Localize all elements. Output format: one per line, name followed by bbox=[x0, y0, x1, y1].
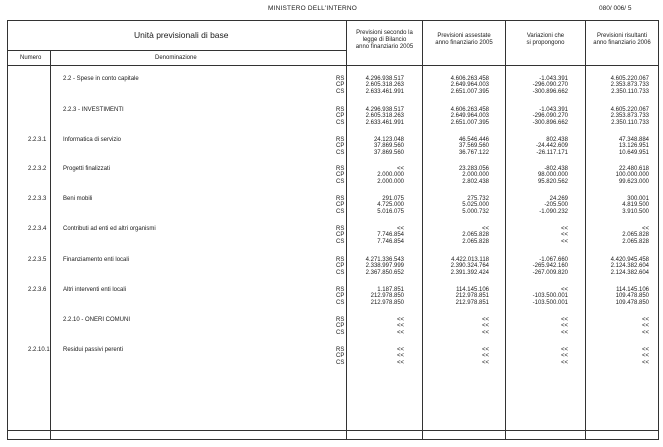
amount-cell: 24.123.048 bbox=[373, 137, 404, 143]
amount-cell: << bbox=[481, 329, 489, 336]
row-name: Contributi ad enti ed altri organismi bbox=[63, 226, 156, 232]
amount-cell: 4.606.263.458 bbox=[450, 107, 489, 113]
row-name: Beni mobili bbox=[63, 196, 93, 202]
row-type-label: CS bbox=[336, 178, 345, 185]
amount-cell: 46.546.446 bbox=[458, 137, 489, 143]
budget-table bbox=[7, 20, 659, 440]
amount-cell: 13.126.951 bbox=[618, 143, 649, 150]
amount-cell: << bbox=[481, 347, 489, 353]
amount-cell: << bbox=[560, 317, 568, 323]
row-number: 2.2.3.3 bbox=[28, 196, 47, 202]
amount-cell: 2.065.828 bbox=[462, 232, 489, 239]
row-type-label: CS bbox=[336, 329, 345, 336]
amount-cell: 4.296.938.517 bbox=[365, 107, 404, 113]
row-type-label: RS bbox=[336, 287, 345, 293]
amount-cell: -1.090.232 bbox=[539, 208, 568, 215]
amount-cell: 114.145.106 bbox=[616, 287, 649, 293]
amount-cell: 2.649.964.003 bbox=[450, 113, 489, 120]
amount-cell: -300.896.662 bbox=[532, 119, 568, 126]
row-name: Residui passivi perenti bbox=[63, 347, 124, 353]
amount-cell: 109.478.850 bbox=[615, 293, 649, 300]
col2-header: Previsioni assestate anno finanziario 2005 bbox=[435, 33, 493, 46]
amount-cell: 23.283.056 bbox=[458, 166, 489, 172]
row-type-label: RS bbox=[336, 137, 345, 143]
row-number: 2.2.10.1 bbox=[28, 347, 50, 353]
row-type-label: RS bbox=[336, 347, 345, 353]
amount-cell: 2.353.873.733 bbox=[610, 82, 649, 89]
amount-cell: 2.605.318.263 bbox=[365, 82, 404, 89]
amount-cell: 98.000.000 bbox=[537, 172, 568, 179]
amount-cell: << bbox=[481, 359, 489, 366]
row-name: 2.2.10 - ONERI COMUNI bbox=[63, 317, 131, 323]
amount-cell: 5.016.075 bbox=[377, 208, 404, 215]
amount-cell: 4.422.013.118 bbox=[451, 257, 489, 263]
amount-cell: 99.623.000 bbox=[618, 178, 649, 185]
row-type-label: CP bbox=[336, 263, 345, 270]
amount-cell: 95.820.562 bbox=[537, 178, 568, 185]
amount-cell: 2.390.324.764 bbox=[450, 263, 489, 270]
amount-cell: 1.187.851 bbox=[377, 287, 404, 293]
row-number: 2.2.3.2 bbox=[28, 166, 47, 172]
amount-cell: 37.869.560 bbox=[373, 149, 404, 156]
amount-cell: 4.271.336.543 bbox=[365, 257, 404, 263]
row-type-label: RS bbox=[336, 257, 345, 263]
row-name: 2.2 - Spese in conto capitale bbox=[63, 76, 139, 82]
row-name: Progetti finalizzati bbox=[63, 166, 111, 172]
row-type-label: CP bbox=[336, 113, 345, 120]
row-type-label: CS bbox=[336, 119, 345, 126]
row-type-label: CP bbox=[336, 82, 345, 89]
amount-cell: 36.767.122 bbox=[458, 149, 489, 156]
amount-cell: 2.353.873.733 bbox=[610, 113, 649, 120]
amount-cell: 114.145.106 bbox=[456, 287, 489, 293]
row-name: 2.2.3 - INVESTIMENTI bbox=[63, 107, 124, 113]
amount-cell: << bbox=[641, 317, 649, 323]
row-type-label: CS bbox=[336, 149, 345, 156]
amount-cell: 37.569.560 bbox=[458, 143, 489, 150]
col-numero-header: Numero bbox=[20, 55, 42, 61]
amount-cell: 109.478.850 bbox=[615, 299, 649, 306]
amount-cell: 4.819.500 bbox=[622, 202, 649, 209]
amount-cell: 10.649.951 bbox=[618, 149, 649, 156]
amount-cell: 3.910.500 bbox=[622, 208, 649, 215]
col-denominazione-header: Denominazione bbox=[155, 55, 197, 61]
row-type-label: CP bbox=[336, 143, 345, 150]
amount-cell: << bbox=[560, 323, 568, 330]
amount-cell: << bbox=[481, 323, 489, 330]
amount-cell: 47.348.884 bbox=[618, 137, 649, 143]
amount-cell: 2.350.110.733 bbox=[611, 88, 649, 95]
row-name: Finanziamento enti locali bbox=[63, 257, 130, 263]
amount-cell: -802.438 bbox=[544, 166, 568, 172]
amount-cell: << bbox=[641, 359, 649, 366]
amount-cell: 2.065.828 bbox=[622, 238, 649, 245]
amount-cell: -26.117.171 bbox=[536, 149, 568, 156]
amount-cell: 2.338.997.999 bbox=[365, 263, 404, 270]
amount-cell: 2.065.828 bbox=[462, 238, 489, 245]
row-type-label: CP bbox=[336, 202, 345, 209]
page-number: 080/ 006/ 5 bbox=[599, 5, 632, 12]
amount-cell: 2.065.828 bbox=[622, 232, 649, 239]
group-title: Unità previsionali di base bbox=[134, 30, 229, 40]
amount-cell: << bbox=[641, 323, 649, 330]
amount-cell: << bbox=[560, 226, 568, 232]
row-type-label: CP bbox=[336, 172, 345, 179]
row-name: Informatica di servizio bbox=[63, 137, 122, 143]
header-rule-lower bbox=[8, 65, 658, 66]
amount-cell: << bbox=[560, 287, 568, 293]
amount-cell: << bbox=[560, 347, 568, 353]
row-number: 2.2.3.5 bbox=[28, 257, 47, 263]
row-number: 2.2.3.1 bbox=[28, 137, 47, 143]
amount-cell: << bbox=[560, 353, 568, 360]
amount-cell: << bbox=[481, 317, 489, 323]
col1-header: Previsioni secondo la legge di Bilancio anno finanziario 2005 bbox=[355, 30, 414, 50]
amount-cell: 4.296.938.517 bbox=[365, 76, 404, 82]
amount-cell: << bbox=[481, 226, 489, 232]
amount-cell: 2.633.461.991 bbox=[365, 88, 404, 95]
col4-header: Previsioni risultanti anno finanziario 2006 bbox=[593, 33, 651, 46]
amount-cell: -1.067.660 bbox=[539, 257, 568, 263]
amount-cell: 24.269 bbox=[549, 196, 568, 202]
amount-cell: 2.124.382.604 bbox=[610, 269, 649, 276]
amount-cell: 7.746.854 bbox=[377, 238, 404, 245]
col3-header: Variazioni che si propongono bbox=[526, 33, 565, 46]
amount-cell: 2.651.007.395 bbox=[450, 119, 489, 126]
amount-cell: -103.500.001 bbox=[532, 293, 568, 300]
row-type-label: CS bbox=[336, 299, 345, 306]
amount-cell: 2.605.318.263 bbox=[365, 113, 404, 120]
amount-cell: 22.480.618 bbox=[618, 166, 649, 172]
row-type-label: CP bbox=[336, 232, 345, 239]
amount-cell: 212.978.850 bbox=[370, 299, 404, 306]
amount-cell: 2.000.000 bbox=[377, 172, 404, 179]
row-type-label: RS bbox=[336, 107, 345, 113]
amount-cell: 4.420.945.458 bbox=[610, 257, 649, 263]
amount-cell: << bbox=[396, 329, 404, 336]
amount-cell: << bbox=[396, 353, 404, 360]
amount-cell: << bbox=[396, 359, 404, 366]
amount-cell: 802.438 bbox=[546, 137, 568, 143]
row-type-label: CS bbox=[336, 269, 345, 276]
amount-cell: -103.500.001 bbox=[532, 299, 568, 306]
row-type-label: CP bbox=[336, 293, 345, 300]
amount-cell: 2.802.438 bbox=[462, 178, 489, 185]
amount-cell: 37.869.560 bbox=[373, 143, 404, 150]
amount-cell: << bbox=[396, 323, 404, 330]
amount-cell: -265.942.160 bbox=[532, 263, 568, 270]
row-type-label: CS bbox=[336, 359, 345, 366]
amount-cell: 2.633.461.991 bbox=[365, 119, 404, 126]
amount-cell: 2.000.000 bbox=[377, 178, 404, 185]
amount-cell: 5.025.000 bbox=[462, 202, 489, 209]
amount-cell: << bbox=[641, 329, 649, 336]
row-type-label: CS bbox=[336, 208, 345, 215]
amount-cell: << bbox=[560, 238, 568, 245]
amount-cell: -1.043.391 bbox=[539, 76, 568, 82]
amount-cell: -300.896.662 bbox=[532, 88, 568, 95]
amount-cell: 5.000.732 bbox=[462, 208, 489, 215]
row-type-label: CS bbox=[336, 88, 345, 95]
amount-cell: << bbox=[560, 329, 568, 336]
amount-cell: << bbox=[396, 347, 404, 353]
amount-cell: 4.605.220.067 bbox=[610, 107, 649, 113]
amount-cell: << bbox=[396, 226, 404, 232]
amount-cell: 2.000.000 bbox=[462, 172, 489, 179]
header-rule-upper bbox=[8, 50, 346, 51]
row-number: 2.2.3.4 bbox=[28, 226, 47, 232]
ministry-title: MINISTERO DELL'INTERNO bbox=[268, 5, 358, 12]
amount-cell: 291.075 bbox=[382, 196, 404, 202]
amount-cell: 2.367.850.652 bbox=[365, 269, 404, 276]
amount-cell: << bbox=[641, 226, 649, 232]
row-name: Altri interventi enti locali bbox=[63, 287, 127, 293]
row-type-label: RS bbox=[336, 166, 345, 172]
amount-cell: 4.605.220.067 bbox=[610, 76, 649, 82]
amount-cell: 100.000.000 bbox=[615, 172, 649, 179]
amount-cell: 7.746.854 bbox=[377, 232, 404, 239]
amount-cell: << bbox=[560, 359, 568, 366]
amount-cell: 2.124.382.604 bbox=[610, 263, 649, 270]
row-type-label: RS bbox=[336, 76, 345, 82]
row-number: 2.2.3.6 bbox=[28, 287, 47, 293]
amount-cell: 300.001 bbox=[627, 196, 649, 202]
amount-cell: << bbox=[641, 347, 649, 353]
amount-cell: 2.651.007.395 bbox=[450, 88, 489, 95]
footer-rule bbox=[8, 430, 658, 431]
amount-cell: 212.978.850 bbox=[370, 293, 404, 300]
amount-cell: 4.606.263.458 bbox=[450, 76, 489, 82]
amount-cell: -205.500 bbox=[544, 202, 568, 209]
amount-cell: << bbox=[641, 353, 649, 360]
amount-cell: << bbox=[396, 166, 404, 172]
amount-cell: -296.090.270 bbox=[532, 82, 568, 89]
row-type-label: RS bbox=[336, 196, 345, 202]
amount-cell: -24.442.609 bbox=[535, 143, 568, 150]
amount-cell: << bbox=[560, 232, 568, 239]
amount-cell: 2.350.110.733 bbox=[611, 119, 649, 126]
amount-cell: -296.090.270 bbox=[532, 113, 568, 120]
amount-cell: -267.009.820 bbox=[532, 269, 568, 276]
amount-cell: 212.978.851 bbox=[455, 293, 489, 300]
amount-cell: 2.649.964.003 bbox=[450, 82, 489, 89]
col-rule-number bbox=[50, 50, 51, 440]
row-type-label: CS bbox=[336, 238, 345, 245]
row-type-label: RS bbox=[336, 317, 345, 323]
amount-cell: 275.732 bbox=[467, 196, 489, 202]
amount-cell: << bbox=[396, 317, 404, 323]
row-type-label: RS bbox=[336, 226, 345, 232]
amount-cell: 4.725.000 bbox=[377, 202, 404, 209]
row-type-label: CP bbox=[336, 353, 345, 360]
amount-cell: -1.043.391 bbox=[539, 107, 568, 113]
amount-cell: 2.391.392.424 bbox=[450, 269, 489, 276]
amount-cell: 212.978.851 bbox=[455, 299, 489, 306]
amount-cell: << bbox=[481, 353, 489, 360]
row-type-label: CP bbox=[336, 323, 345, 330]
